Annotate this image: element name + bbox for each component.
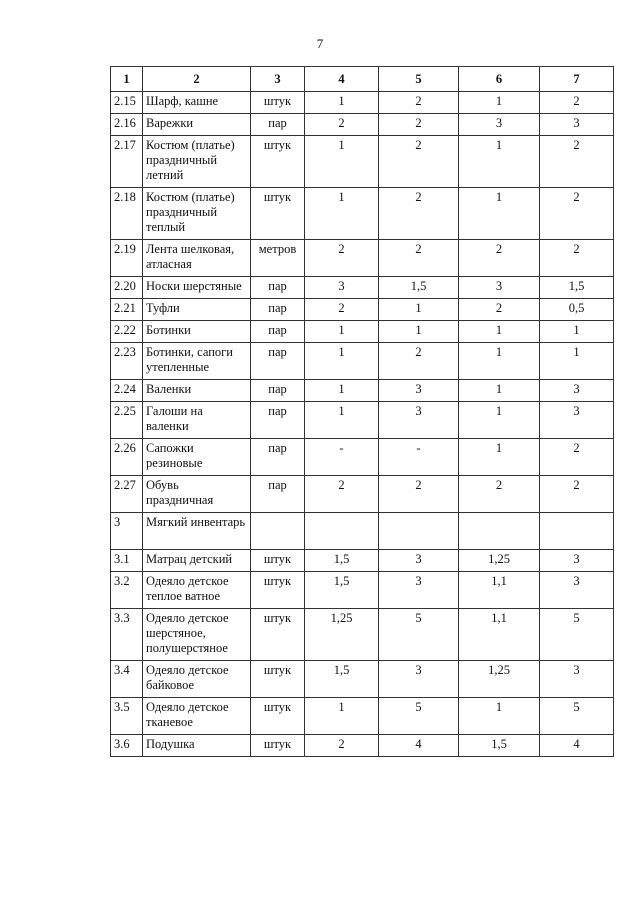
unit-cell: пар bbox=[251, 299, 305, 321]
column-7-value: 3 bbox=[540, 114, 614, 136]
column-6-value bbox=[459, 513, 540, 550]
row-number-cell: 3.2 bbox=[111, 572, 143, 609]
column-6-value: 1,25 bbox=[459, 550, 540, 572]
unit-cell: штук bbox=[251, 92, 305, 114]
column-5-value: 2 bbox=[379, 240, 459, 277]
column-7-value: 5 bbox=[540, 609, 614, 661]
row-number-cell: 2.20 bbox=[111, 277, 143, 299]
column-6-value: 2 bbox=[459, 299, 540, 321]
row-number-cell: 2.16 bbox=[111, 114, 143, 136]
item-name-cell: Лента шелковая, атласная bbox=[143, 240, 251, 277]
column-7-value: 2 bbox=[540, 136, 614, 188]
item-name-cell: Валенки bbox=[143, 380, 251, 402]
column-7-value: 3 bbox=[540, 661, 614, 698]
table-row bbox=[111, 380, 614, 402]
table-row bbox=[111, 476, 614, 513]
item-name-cell: Носки шерстяные bbox=[143, 277, 251, 299]
column-7-value: 2 bbox=[540, 188, 614, 240]
unit-cell: штук bbox=[251, 609, 305, 661]
column-4-value: 1 bbox=[305, 402, 379, 439]
table-row bbox=[111, 402, 614, 439]
item-name-cell: Мягкий инвентарь bbox=[143, 513, 251, 550]
norms-table bbox=[110, 66, 614, 757]
table-row bbox=[111, 299, 614, 321]
unit-cell: пар bbox=[251, 114, 305, 136]
column-4-value: 1 bbox=[305, 136, 379, 188]
column-header: 4 bbox=[305, 67, 379, 92]
unit-cell: штук bbox=[251, 572, 305, 609]
item-name-cell: Костюм (платье) праздничный летний bbox=[143, 136, 251, 188]
table-row bbox=[111, 240, 614, 277]
column-6-value: 2 bbox=[459, 476, 540, 513]
column-4-value: 2 bbox=[305, 240, 379, 277]
item-name-cell: Одеяло детское байковое bbox=[143, 661, 251, 698]
column-5-value: 1 bbox=[379, 321, 459, 343]
table-row bbox=[111, 513, 614, 550]
column-5-value: 4 bbox=[379, 735, 459, 757]
column-4-value: 1 bbox=[305, 321, 379, 343]
column-5-value: - bbox=[379, 439, 459, 476]
unit-cell: метров bbox=[251, 240, 305, 277]
item-name-cell: Одеяло детское шерстяное, полушерстяное bbox=[143, 609, 251, 661]
unit-cell: пар bbox=[251, 380, 305, 402]
column-5-value: 2 bbox=[379, 343, 459, 380]
item-name-cell: Одеяло детское тканевое bbox=[143, 698, 251, 735]
column-7-value: 3 bbox=[540, 550, 614, 572]
column-7-value: 2 bbox=[540, 92, 614, 114]
column-5-value: 3 bbox=[379, 661, 459, 698]
column-4-value: 3 bbox=[305, 277, 379, 299]
column-5-value: 1 bbox=[379, 299, 459, 321]
table-header-row bbox=[111, 67, 614, 92]
item-name-cell: Одеяло детское теплое ватное bbox=[143, 572, 251, 609]
column-5-value: 2 bbox=[379, 476, 459, 513]
column-7-value: 4 bbox=[540, 735, 614, 757]
column-6-value: 1,1 bbox=[459, 609, 540, 661]
column-7-value: 1,5 bbox=[540, 277, 614, 299]
row-number-cell: 3.3 bbox=[111, 609, 143, 661]
column-header: 5 bbox=[379, 67, 459, 92]
unit-cell: штук bbox=[251, 698, 305, 735]
table-row bbox=[111, 136, 614, 188]
table-row bbox=[111, 92, 614, 114]
item-name-cell: Сапожки резиновые bbox=[143, 439, 251, 476]
column-6-value: 1,25 bbox=[459, 661, 540, 698]
column-6-value: 1 bbox=[459, 380, 540, 402]
table-row bbox=[111, 188, 614, 240]
column-4-value: 1,5 bbox=[305, 661, 379, 698]
column-7-value: 1 bbox=[540, 343, 614, 380]
column-4-value: 2 bbox=[305, 114, 379, 136]
item-name-cell: Варежки bbox=[143, 114, 251, 136]
row-number-cell: 2.21 bbox=[111, 299, 143, 321]
row-number-cell: 3.4 bbox=[111, 661, 143, 698]
column-4-value: 2 bbox=[305, 735, 379, 757]
column-5-value: 2 bbox=[379, 136, 459, 188]
row-number-cell: 2.18 bbox=[111, 188, 143, 240]
column-4-value: 1 bbox=[305, 343, 379, 380]
column-4-value: 1 bbox=[305, 380, 379, 402]
row-number-cell: 3 bbox=[111, 513, 143, 550]
unit-cell: пар bbox=[251, 476, 305, 513]
unit-cell: пар bbox=[251, 321, 305, 343]
column-header: 3 bbox=[251, 67, 305, 92]
unit-cell: штук bbox=[251, 661, 305, 698]
column-5-value: 2 bbox=[379, 188, 459, 240]
column-7-value: 0,5 bbox=[540, 299, 614, 321]
column-5-value: 2 bbox=[379, 92, 459, 114]
row-number-cell: 2.22 bbox=[111, 321, 143, 343]
column-4-value: 1 bbox=[305, 698, 379, 735]
unit-cell: пар bbox=[251, 277, 305, 299]
row-number-cell: 3.5 bbox=[111, 698, 143, 735]
column-5-value: 3 bbox=[379, 380, 459, 402]
row-number-cell: 3.1 bbox=[111, 550, 143, 572]
column-5-value: 5 bbox=[379, 609, 459, 661]
item-name-cell: Ботинки bbox=[143, 321, 251, 343]
row-number-cell: 2.23 bbox=[111, 343, 143, 380]
item-name-cell: Шарф, кашне bbox=[143, 92, 251, 114]
table-row bbox=[111, 609, 614, 661]
unit-cell: штук bbox=[251, 136, 305, 188]
item-name-cell: Матрац детский bbox=[143, 550, 251, 572]
item-name-cell: Галоши на валенки bbox=[143, 402, 251, 439]
row-number-cell: 2.17 bbox=[111, 136, 143, 188]
row-number-cell: 2.27 bbox=[111, 476, 143, 513]
table-row bbox=[111, 439, 614, 476]
table-row bbox=[111, 698, 614, 735]
table-row bbox=[111, 572, 614, 609]
column-5-value: 2 bbox=[379, 114, 459, 136]
column-7-value: 2 bbox=[540, 439, 614, 476]
column-6-value: 1 bbox=[459, 92, 540, 114]
column-7-value: 3 bbox=[540, 572, 614, 609]
item-name-cell: Туфли bbox=[143, 299, 251, 321]
column-5-value: 5 bbox=[379, 698, 459, 735]
item-name-cell: Ботинки, сапоги утепленные bbox=[143, 343, 251, 380]
row-number-cell: 2.19 bbox=[111, 240, 143, 277]
column-header: 7 bbox=[540, 67, 614, 92]
column-7-value: 5 bbox=[540, 698, 614, 735]
column-4-value: - bbox=[305, 439, 379, 476]
unit-cell: пар bbox=[251, 439, 305, 476]
table-row bbox=[111, 277, 614, 299]
column-7-value: 3 bbox=[540, 402, 614, 439]
column-7-value: 1 bbox=[540, 321, 614, 343]
column-6-value: 1 bbox=[459, 321, 540, 343]
table-row bbox=[111, 343, 614, 380]
column-header: 2 bbox=[143, 67, 251, 92]
page-number: 7 bbox=[316, 36, 324, 51]
table-row bbox=[111, 550, 614, 572]
column-7-value: 2 bbox=[540, 240, 614, 277]
column-4-value: 1,25 bbox=[305, 609, 379, 661]
table-body bbox=[111, 92, 614, 757]
column-4-value: 1,5 bbox=[305, 572, 379, 609]
column-5-value: 3 bbox=[379, 550, 459, 572]
column-7-value: 3 bbox=[540, 380, 614, 402]
column-4-value: 2 bbox=[305, 476, 379, 513]
column-6-value: 1,1 bbox=[459, 572, 540, 609]
column-4-value: 1,5 bbox=[305, 550, 379, 572]
column-6-value: 1 bbox=[459, 439, 540, 476]
table-row bbox=[111, 114, 614, 136]
column-6-value: 2 bbox=[459, 240, 540, 277]
column-7-value: 2 bbox=[540, 476, 614, 513]
row-number-cell: 2.25 bbox=[111, 402, 143, 439]
column-header: 6 bbox=[459, 67, 540, 92]
unit-cell: пар bbox=[251, 402, 305, 439]
column-5-value bbox=[379, 513, 459, 550]
column-4-value: 1 bbox=[305, 188, 379, 240]
unit-cell bbox=[251, 513, 305, 550]
item-name-cell: Подушка bbox=[143, 735, 251, 757]
item-name-cell: Костюм (платье) праздничный теплый bbox=[143, 188, 251, 240]
row-number-cell: 2.24 bbox=[111, 380, 143, 402]
column-6-value: 1 bbox=[459, 343, 540, 380]
column-6-value: 1,5 bbox=[459, 735, 540, 757]
unit-cell: штук bbox=[251, 188, 305, 240]
unit-cell: штук bbox=[251, 550, 305, 572]
column-6-value: 1 bbox=[459, 188, 540, 240]
column-7-value bbox=[540, 513, 614, 550]
column-5-value: 1,5 bbox=[379, 277, 459, 299]
row-number-cell: 3.6 bbox=[111, 735, 143, 757]
column-4-value: 1 bbox=[305, 92, 379, 114]
row-number-cell: 2.15 bbox=[111, 92, 143, 114]
column-5-value: 3 bbox=[379, 402, 459, 439]
column-header: 1 bbox=[111, 67, 143, 92]
column-6-value: 1 bbox=[459, 136, 540, 188]
column-6-value: 1 bbox=[459, 402, 540, 439]
table-row bbox=[111, 735, 614, 757]
column-5-value: 3 bbox=[379, 572, 459, 609]
table-row bbox=[111, 661, 614, 698]
unit-cell: пар bbox=[251, 343, 305, 380]
item-name-cell: Обувь праздничная bbox=[143, 476, 251, 513]
column-6-value: 3 bbox=[459, 114, 540, 136]
column-4-value bbox=[305, 513, 379, 550]
table-row bbox=[111, 321, 614, 343]
column-6-value: 3 bbox=[459, 277, 540, 299]
column-6-value: 1 bbox=[459, 698, 540, 735]
row-number-cell: 2.26 bbox=[111, 439, 143, 476]
unit-cell: штук bbox=[251, 735, 305, 757]
column-4-value: 2 bbox=[305, 299, 379, 321]
